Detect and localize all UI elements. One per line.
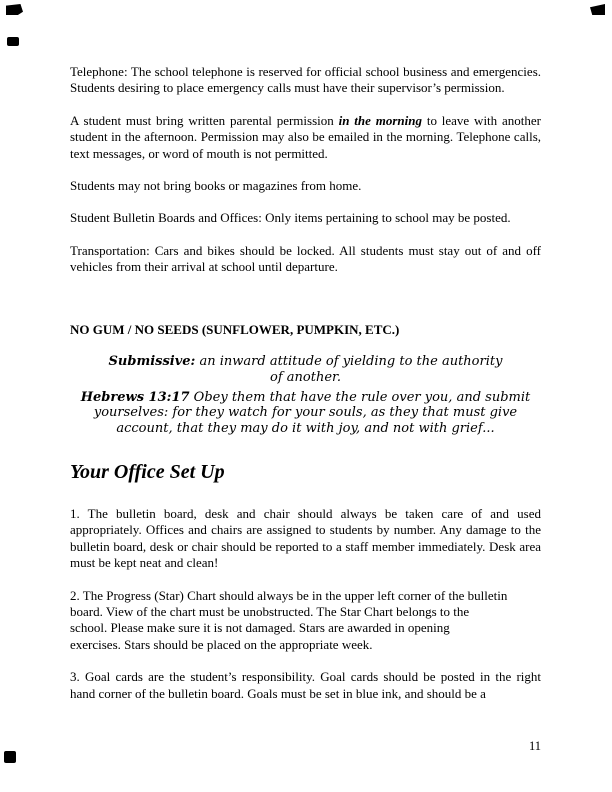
- paragraph-no-gum-no-seeds: NO GUM / NO SEEDS (SUNFLOWER, PUMPKIN, ETC.): [70, 321, 400, 337]
- scan-artifact-bottom-left: [4, 751, 16, 763]
- submissive-term: Submissive:: [108, 354, 196, 370]
- definition-submissive: [103, 354, 508, 386]
- permission-text-post: to leave with another student in the afternoon. Permission may also be emailed in the morning. Telephone calls, text messages, or word of mouth is not permitted.: [70, 112, 541, 161]
- office-item-2-line-4: exercises. Stars should be placed on the appropriate week.: [70, 636, 373, 652]
- submissive-definition: an inward attitude of yielding to the authority of another.: [195, 354, 503, 385]
- paragraph-parental-permission: [70, 113, 541, 162]
- office-item-2-line-3: school. Please make sure it is not damaged. Stars are awarded in opening: [70, 620, 450, 636]
- hebrews-quote: Obey them that have the rule over you, and submit yourselves: for they watch for your souls, as they that must give account, that they may do it with joy, and not with grief...: [93, 389, 531, 437]
- paragraph-transportation: Transportation: Cars and bikes should be locked. All students must stay out of and off vehicles from their arrival at school until departure.: [70, 242, 541, 275]
- paragraph-telephone: Telephone: The school telephone is reserved for official school business and emergencies. Students desiring to place emergency calls must have their supervisor’s permission.: [70, 64, 541, 96]
- paragraph-office-item-1: 1. The bulletin board, desk and chair should always be taken care of and used appropriately. Offices and chairs are assigned to students by number. Any damage to the bulletin board, desk or chair should be reported to a staff member immediately. Desk area must be kept neat and clean!: [70, 506, 541, 571]
- page-content: [70, 64, 541, 718]
- scan-artifact-left-edge: [7, 37, 19, 46]
- hebrews-reference: Hebrews 13:17: [80, 389, 190, 405]
- scripture-hebrews-13-17: [70, 390, 541, 437]
- paragraph-office-item-2: [70, 588, 541, 654]
- office-item-2-line-2: board. View of the chart must be unobstructed. The Star Chart belongs to the: [70, 604, 470, 620]
- permission-text-pre: A student must bring written parental permission: [70, 112, 339, 128]
- paragraph-books-magazines: Students may not bring books or magazines from home.: [70, 178, 362, 194]
- permission-emphasis: in the morning: [338, 112, 422, 128]
- scan-artifact-top-right: [590, 4, 605, 15]
- paragraph-office-item-3: 3. Goal cards are the student’s responsibility. Goal cards should be posted in the right hand corner of the bulletin board. Goals must be set in blue ink, and should be a: [70, 669, 541, 701]
- scan-artifact-top-left: [6, 4, 23, 15]
- page-number: 11: [528, 739, 541, 753]
- office-item-2-line-1: 2. The Progress (Star) Chart should always be in the upper left corner of the bulletin: [70, 587, 508, 603]
- paragraph-bulletin-boards: Student Bulletin Boards and Offices: Only items pertaining to school may be posted.: [70, 210, 511, 226]
- section-heading-office-setup: Your Office Set Up: [70, 461, 225, 484]
